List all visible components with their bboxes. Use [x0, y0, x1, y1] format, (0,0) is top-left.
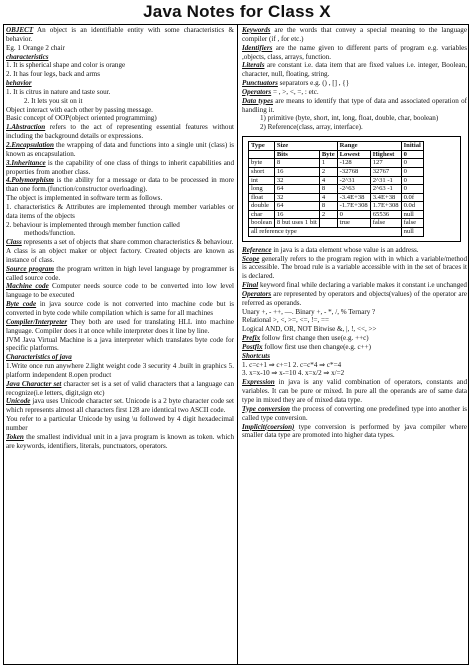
note-text: generally refers to the program region with in which a variable/method is accessible. The broad rule is a variable accessible with in the set of braces it is declared.	[242, 254, 467, 281]
note-text: separators e.g. () , [] , {}	[277, 79, 350, 88]
note-paragraph	[242, 405, 467, 423]
note-heading: Punctuators	[242, 79, 278, 88]
note-text: character set is a set of valid characters that a language can recognize(i.e letters, digit,sign etc)	[6, 379, 234, 397]
left-column	[6, 26, 234, 451]
table-cell: 16	[274, 210, 319, 219]
note-paragraph	[242, 352, 467, 361]
note-paragraph	[242, 308, 467, 317]
note-text: the wrapping of data and functions into a single unit (class) is known as encapsulation.	[6, 140, 234, 158]
note-text: Relational >, <, >=, <=, !=, ==	[242, 316, 330, 325]
note-text: is the ability for a message or data to be processed in more than one form.(function/constructor overloading).	[6, 176, 234, 194]
note-paragraph	[6, 362, 234, 380]
table-cell: 2^31 -1	[370, 176, 401, 185]
note-paragraph	[6, 106, 234, 115]
note-paragraph	[6, 26, 234, 44]
column-divider	[237, 24, 238, 665]
table-cell: 4	[319, 193, 337, 202]
note-text: 2. behaviour is implemented through member function called	[6, 220, 180, 229]
note-text: 2. It has four legs, back and arms	[6, 70, 100, 79]
note-paragraph	[6, 415, 234, 433]
right-top-section	[242, 26, 467, 132]
note-paragraph	[6, 380, 234, 398]
note-paragraph	[242, 361, 467, 370]
note-text: methods/function.	[24, 229, 76, 238]
table-cell: 32	[274, 193, 319, 202]
note-text: 2) Reference(class, array, interface).	[260, 123, 363, 132]
note-paragraph	[6, 282, 234, 300]
note-heading: 4.Polymorphism	[6, 176, 54, 185]
table-cell: -128	[337, 159, 370, 168]
table-subheader-cell	[249, 150, 275, 159]
note-paragraph	[6, 53, 234, 62]
table-row	[249, 159, 424, 168]
note-text: follow first change then use(e.g. ++c)	[260, 334, 369, 343]
note-paragraph	[6, 265, 234, 283]
note-heading: Prefix	[242, 334, 261, 343]
note-text: the process of converting one predefined type into another is called type conversion.	[242, 404, 468, 422]
note-paragraph	[6, 247, 234, 265]
table-cell	[319, 219, 337, 228]
note-heading: characteristics	[6, 52, 49, 61]
note-heading: Data types	[242, 96, 274, 105]
table-cell: 127	[370, 159, 401, 168]
note-text: are the name given to different parts of program e.g. variables ,objects, class, arrays, function.	[242, 43, 467, 61]
note-heading: Expression	[242, 378, 275, 387]
table-cell: -2^31	[337, 176, 370, 185]
table-cell: false	[401, 219, 423, 228]
table-cell: 0	[401, 185, 423, 194]
note-paragraph	[242, 281, 467, 290]
table-subheader-cell: Lowest	[337, 150, 370, 159]
note-paragraph	[242, 44, 467, 62]
table-header-cell: Size	[274, 142, 337, 151]
table-cell: null	[401, 210, 423, 219]
table-cell: 64	[274, 185, 319, 194]
note-paragraph	[6, 300, 234, 318]
note-text: refers to the act of representing essential features without including the background details or expressions.	[6, 123, 234, 141]
note-paragraph	[242, 369, 467, 378]
note-paragraph	[6, 176, 234, 194]
table-subheader-row	[249, 150, 424, 159]
note-text: JVM Java Virtual Machine is a java interpreter which translates byte code for specific platforms.	[6, 335, 234, 353]
right-bottom-section	[242, 246, 467, 441]
note-text: are means to identify that type of data and associated operation of handling it.	[242, 96, 467, 114]
note-paragraph	[6, 123, 234, 141]
note-text: They both are used for translating HLL into machine language. Compiler does it at once while interpreter does it line by line.	[6, 317, 234, 335]
table-cell: 2	[319, 210, 337, 219]
table-cell: int	[249, 176, 275, 185]
note-paragraph	[242, 255, 467, 282]
table-header-cell: Initial	[401, 142, 423, 151]
table-cell: 0	[401, 167, 423, 176]
table-cell: 65536	[370, 210, 401, 219]
note-text: 1.Write once run anywhere 2.light weight code 3 security 4 .built in graphics 5. platform independent 8.open product	[6, 362, 234, 379]
note-text: Unary +, - ++, —. Binary +, - *, /, % Ternary ?	[242, 307, 376, 316]
table-subheader-cell: Byte	[319, 150, 337, 159]
note-heading: Postfix	[242, 342, 263, 351]
table-cell: 64	[274, 202, 319, 211]
note-heading: behavior	[6, 79, 32, 88]
note-heading: OBJECT	[6, 26, 34, 34]
note-heading: Final	[242, 281, 259, 290]
note-heading: Reference	[242, 245, 272, 254]
page-title: Java Notes for Class X	[143, 2, 331, 21]
note-paragraph	[6, 318, 234, 336]
note-heading: Machine code	[6, 282, 49, 291]
note-paragraph	[6, 221, 234, 230]
note-paragraph	[6, 238, 234, 247]
data-types-table-box	[242, 136, 461, 242]
note-text: in java source code is not converted into machine code but is converted in byte code while compilation which is same for all machines	[6, 300, 235, 317]
note-heading: Scope	[242, 254, 260, 263]
note-paragraph	[242, 97, 467, 115]
note-paragraph	[6, 88, 234, 97]
note-paragraph	[242, 316, 467, 325]
note-heading: Compiler/Interpreter	[6, 317, 68, 326]
table-header-cell: Range	[337, 142, 401, 151]
note-text: Object interact with each other by passing message.	[6, 105, 153, 114]
table-row	[249, 210, 424, 219]
table-cell: 8 but uses 1 bit	[274, 219, 319, 228]
table-row	[249, 228, 424, 237]
table-cell: double	[249, 202, 275, 211]
note-heading: Implicit(coersion)	[242, 422, 295, 431]
note-heading: Characteristics of java	[6, 353, 72, 362]
table-cell: -1.7E+308	[337, 202, 370, 211]
note-paragraph	[6, 141, 234, 159]
note-paragraph	[6, 194, 234, 203]
table-cell: 2	[319, 167, 337, 176]
note-paragraph	[242, 61, 467, 79]
note-paragraph	[242, 246, 467, 255]
note-text: Logical AND, OR, NOT Bitwise &, |, !, <<, >>	[242, 325, 377, 334]
data-types-table	[248, 141, 424, 237]
table-cell: 32767	[370, 167, 401, 176]
table-cell: 0	[401, 176, 423, 185]
note-heading: Operators	[242, 289, 272, 298]
note-heading: Operators	[242, 87, 272, 96]
note-paragraph	[242, 325, 467, 334]
table-cell: long	[249, 185, 275, 194]
table-cell: false	[370, 219, 401, 228]
table-row	[249, 185, 424, 194]
table-cell: byte	[249, 159, 275, 168]
table-cell: 8	[319, 185, 337, 194]
note-heading: Type conversion	[242, 404, 290, 413]
table-cell: all reference type	[249, 228, 402, 237]
note-paragraph	[242, 26, 467, 44]
note-paragraph	[242, 334, 467, 343]
note-text: 1. characteristics & Attributes are implemented through member variables or data items of the objects	[6, 202, 234, 220]
note-paragraph	[6, 114, 234, 123]
note-heading: Byte code	[6, 300, 37, 309]
note-heading: Identifiers	[242, 43, 273, 52]
note-paragraph	[242, 378, 467, 405]
note-paragraph	[6, 353, 234, 362]
note-heading: Shortcuts	[242, 351, 270, 360]
table-cell: -2^63	[337, 185, 370, 194]
table-row	[249, 193, 424, 202]
table-cell: 0	[337, 210, 370, 219]
note-paragraph	[6, 44, 234, 53]
table-cell: -32768	[337, 167, 370, 176]
note-heading: Token	[6, 432, 24, 441]
note-heading: Java Character set	[6, 379, 62, 388]
note-heading: 1.Abstraction	[6, 123, 46, 132]
table-cell: char	[249, 210, 275, 219]
right-column	[242, 26, 467, 440]
note-paragraph	[242, 79, 467, 88]
note-text: Eg. 1 Orange 2 chair	[6, 43, 65, 52]
note-text: 2. It lets you sit on it	[24, 96, 83, 105]
note-heading: Class	[6, 238, 22, 247]
note-paragraph	[6, 159, 234, 177]
table-cell: boolean	[249, 219, 275, 228]
note-text: You refer to a particular Unicode by using \u followed by 4 digit hexadecimal number	[6, 415, 234, 432]
note-text: Basic concept of OOP(object oriented programming)	[6, 114, 157, 123]
table-cell: true	[337, 219, 370, 228]
note-text: A class is an object maker or object factory. Created objects are known as instance of class.	[6, 247, 234, 264]
note-heading: Literals	[242, 61, 265, 70]
note-text: 1. It is citrus in nature and taste sour.	[6, 87, 111, 96]
note-paragraph	[6, 61, 234, 70]
note-text: are represented by operators and objects(values) of the operator are referred as operands.	[242, 289, 467, 307]
note-heading: Keywords	[242, 26, 271, 34]
note-text: java uses Unicode character set. Unicode is a 2 byte character code set which represents almost all characters first 128 are identical two ASCII code.	[6, 397, 234, 415]
note-text: keyword final while declaring a variable makes it constant i.e unchanged	[258, 281, 467, 290]
table-cell: 16	[274, 167, 319, 176]
note-paragraph	[242, 123, 467, 132]
table-cell: 32	[274, 176, 319, 185]
table-cell: 0.0d	[401, 202, 423, 211]
note-text: is the capability of one class of things to inherit capabilities and properties from another class.	[6, 158, 234, 176]
table-cell: float	[249, 193, 275, 202]
table-cell: 4	[319, 176, 337, 185]
table-cell: 3.4E+38	[370, 193, 401, 202]
note-text: in java is any valid combination of operators, constants and variables. It can be pure or mixed. In pure all the operands are of same data type in mixed they are of mixed data type.	[242, 378, 467, 404]
note-text: represents a set of objects that share common characteristics & behaviour.	[21, 238, 234, 247]
table-cell: 1.7E+308	[370, 202, 401, 211]
table-subheader-cell: Bits	[274, 150, 319, 159]
table-cell: null	[401, 228, 423, 237]
note-text: 1. It is spherical shape and color is orange	[6, 61, 126, 70]
table-row	[249, 219, 424, 228]
table-row	[249, 167, 424, 176]
note-text: = , >, <, =, : etc.	[271, 87, 319, 96]
note-text: the program written in high level language by programmer is called source code.	[6, 264, 235, 282]
table-subheader-cell: 0	[401, 150, 423, 159]
table-row	[249, 202, 424, 211]
note-text: are constant i.e. data item that are fixed values i.e. integer, Boolean, character, null, floating, string.	[242, 61, 467, 79]
note-text: The object is implemented in software term as follows.	[6, 194, 163, 203]
note-text: Computer needs source code to be converted into low level language to be executed	[6, 282, 234, 300]
note-text: the smallest individual unit in a java program is known as token. which are keywords, identifiers, literals, punctuators, operators.	[6, 432, 234, 450]
note-heading: 2.Encapsulation	[6, 140, 54, 149]
table-cell: 8	[274, 159, 319, 168]
note-paragraph	[242, 343, 467, 352]
table-cell: 0	[401, 159, 423, 168]
note-heading: Source program	[6, 264, 55, 273]
note-paragraph	[242, 290, 467, 308]
table-row	[249, 176, 424, 185]
note-paragraph	[6, 79, 234, 88]
note-text: 1. c=c+1 ⇒ c+=1 2. c=c*4 ⇒ c*=4	[242, 360, 342, 369]
table-cell: -3.4E+38	[337, 193, 370, 202]
table-cell: 2^63 -1	[370, 185, 401, 194]
note-paragraph	[6, 397, 234, 415]
note-paragraph	[6, 336, 234, 354]
table-cell: 0.0f	[401, 193, 423, 202]
table-header-row	[249, 142, 424, 151]
note-text: type conversion is performed by java compiler where smaller data type are promoted into higher data types.	[242, 422, 467, 440]
note-heading: 3.Inheritance	[6, 158, 46, 167]
note-paragraph	[242, 423, 467, 441]
note-paragraph	[242, 88, 467, 97]
table-cell: 8	[319, 202, 337, 211]
note-text: are the words that convey a special meaning to the language compiler (if , for etc.)	[242, 26, 467, 43]
note-paragraph	[6, 203, 234, 221]
note-paragraph	[242, 114, 467, 123]
note-paragraph	[6, 70, 234, 79]
note-text: 3. x=x-10 ⇒ x-=10 4. x=x/2 ⇒ x/=2	[242, 369, 345, 378]
note-text: in java is a data element whose value is an address.	[271, 245, 419, 254]
note-text: follow first use then change(e.g. c++)	[262, 342, 371, 351]
note-heading: Unicode	[6, 397, 31, 406]
note-text: 1) primitive (byte, short, int, long, float, double, char, boolean)	[260, 114, 439, 123]
table-cell: short	[249, 167, 275, 176]
table-cell: 1	[319, 159, 337, 168]
table-subheader-cell: Highest	[370, 150, 401, 159]
note-paragraph	[6, 433, 234, 451]
table-header-cell: Type	[249, 142, 275, 151]
note-paragraph	[6, 229, 234, 238]
note-paragraph	[6, 97, 234, 106]
note-text: An object is an identifiable entity with some characteristics & behavior.	[6, 26, 234, 43]
